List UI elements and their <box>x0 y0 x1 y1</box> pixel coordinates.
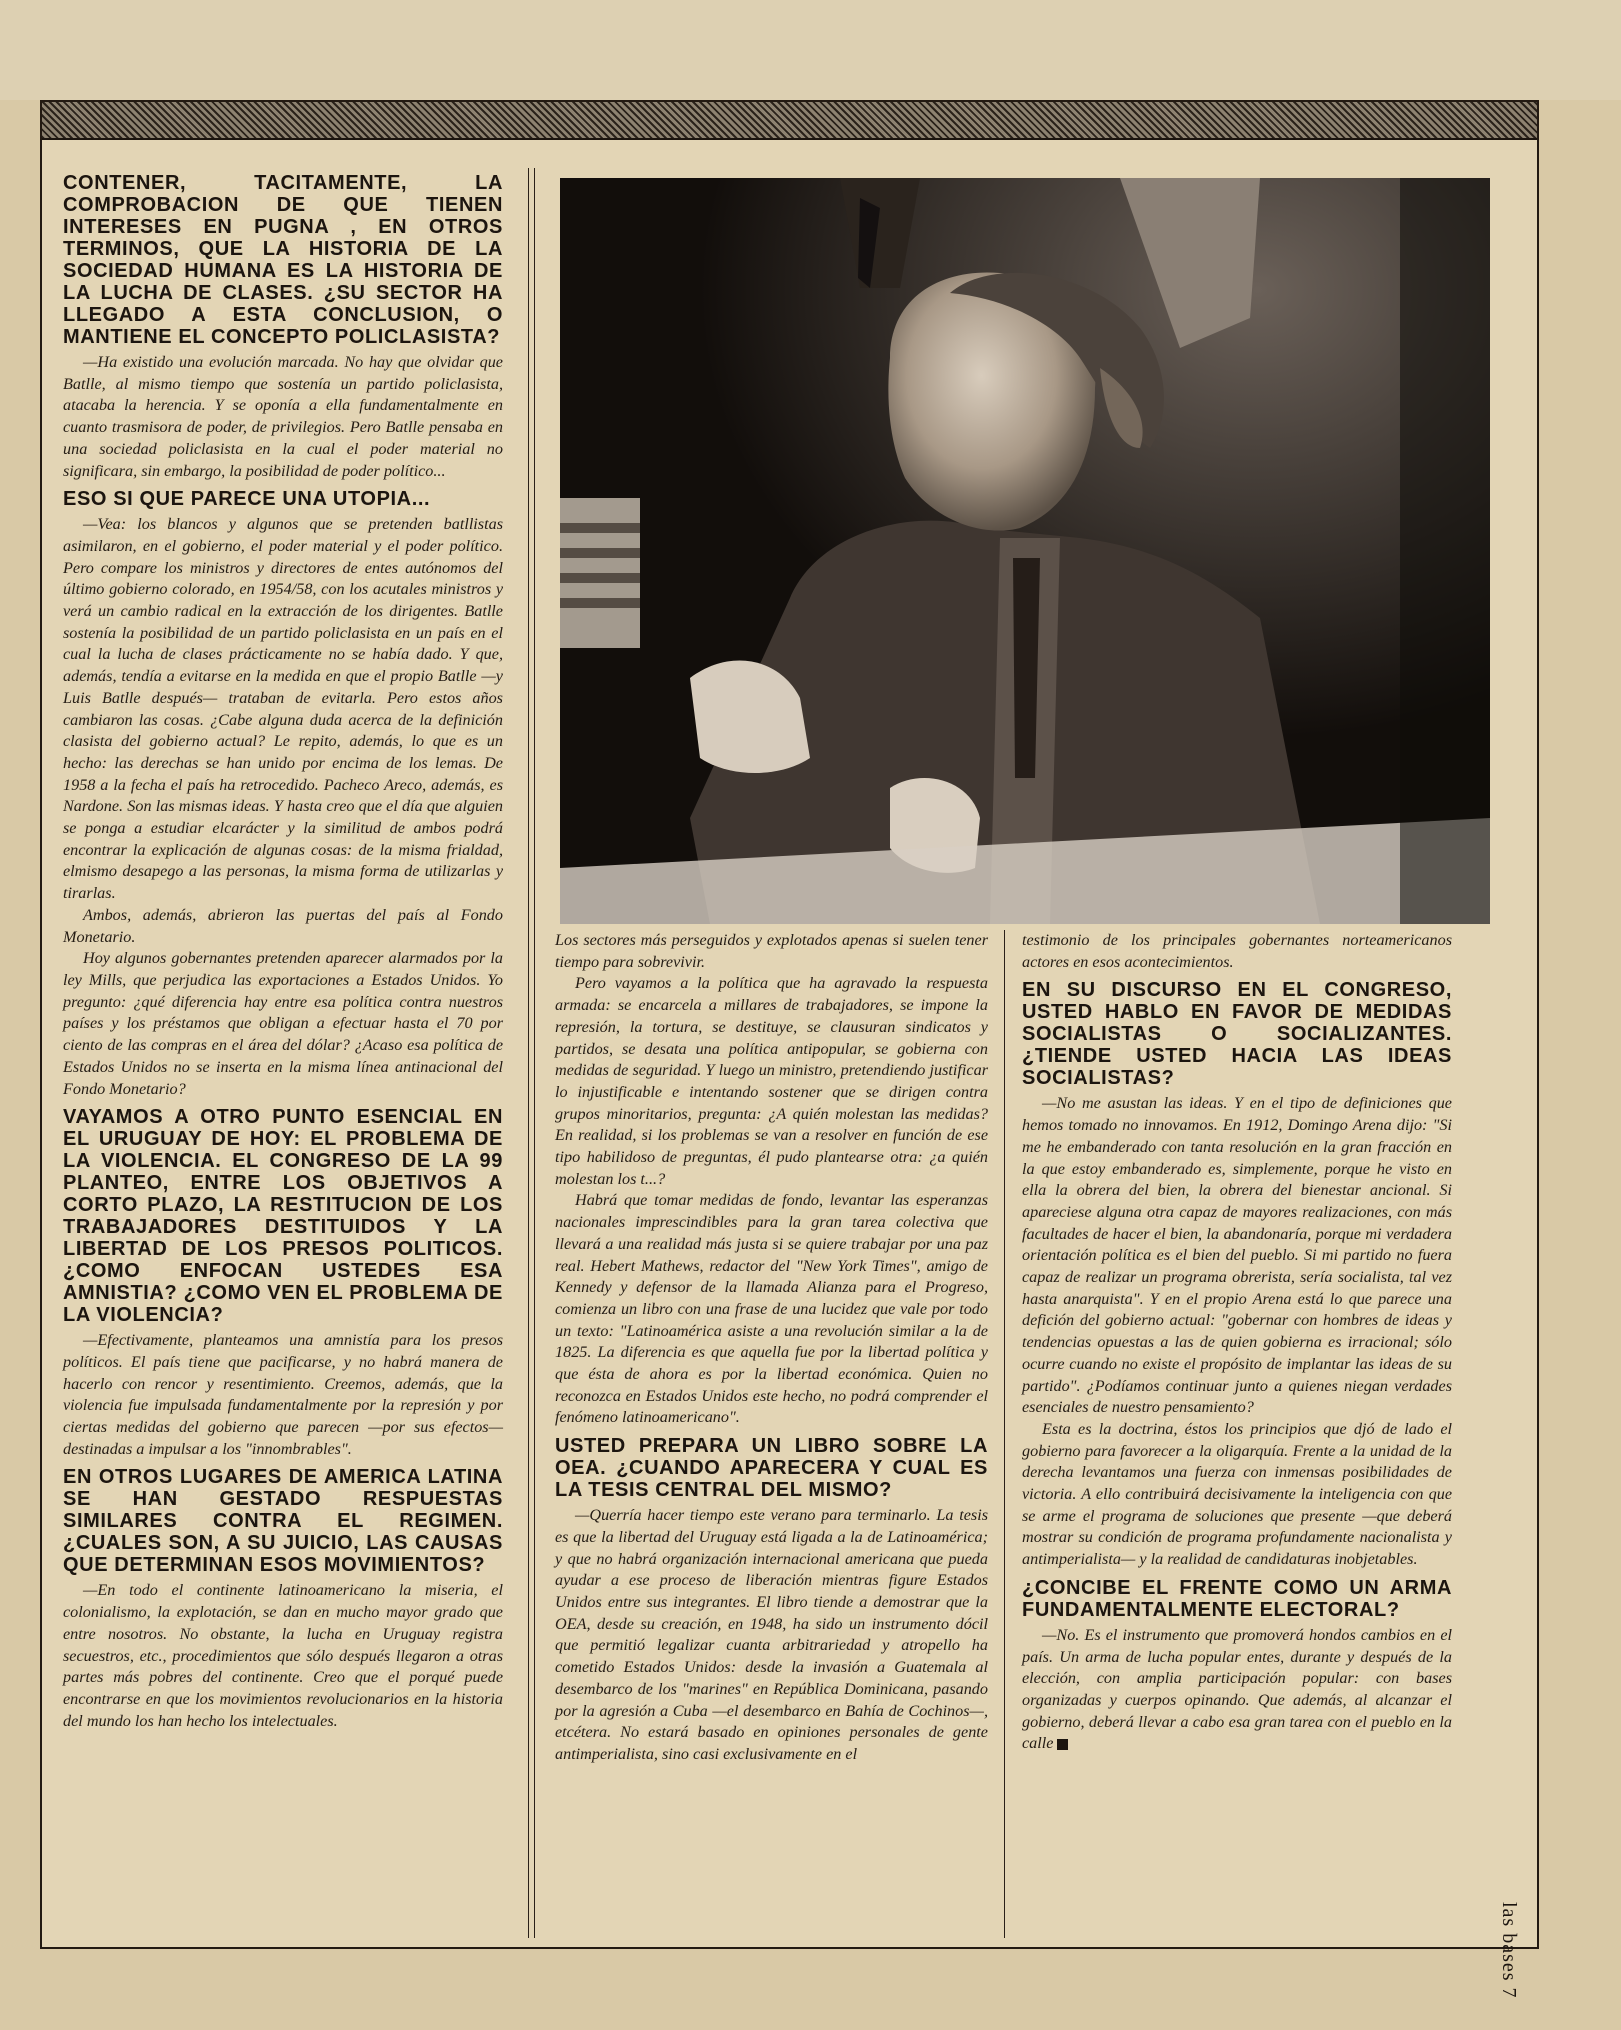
answer-paragraph: Ambos, además, abrieron las puertas del país al Fondo Monetario. <box>63 905 503 946</box>
answer-paragraph: Los sectores más perseguidos y explotados apenas si suelen tener tiempo para sobrevivir. <box>555 931 988 971</box>
question-heading: USTED PREPARA UN LIBRO SOBRE LA OEA. ¿CUANDO APARECERA Y CUAL ES LA TESIS CENTRAL DEL MISMO? <box>555 1435 988 1502</box>
column-middle <box>555 930 988 1766</box>
question-heading: EN SU DISCURSO EN EL CONGRESO, USTED HABLO EN FAVOR DE MEDIDAS SOCIALISTAS O SOCIALIZANTES. ¿TIENDE USTED HACIA LAS IDEAS SOCIALISTAS? <box>1022 979 1452 1090</box>
answer-paragraph: Pero vayamos a la política que ha agravado la respuesta armada: se encarcela a millares de trabajadores, se impone la represión, la tortura, se destituye, se clausuran sindicatos y partidos, se desata una política antipopular, se gobierna con medidas de seguridad. Y luego un ministro, pretendiendo justificar lo injustificable e intentando sostener que se dirigen contra grupos minoritarios, pregunta: ¿A quién molestan las medidas? En realidad, si los problemas se van a resolver en función de ese tipo habilidoso de preguntas, él pudo plantearse otra: ¿a quién molestan los t...? <box>555 974 988 1188</box>
question-heading: ESO SI QUE PARECE UNA UTOPIA... <box>63 488 431 511</box>
page-top-margin <box>0 0 1621 100</box>
answer-paragraph <box>1022 1625 1452 1755</box>
answer-paragraph: —Efectivamente, planteamos una amnistía para los presos políticos. El país tiene que pacificarse, y no habrá manera de hacerlo con rencor y resentimiento. Creemos, además, que la violencia fue impulsada fundamentalmente por la represión y por ciertas medidas del gobierno que parecen —por sus efectos— destinadas a impulsar a los "innombrables". <box>63 1331 503 1458</box>
header-stripe <box>42 102 1537 140</box>
answer-paragraph: Esta es la doctrina, éstos los principios que djó de lado el gobierno para favorecer a la oligarquía. Frente a la unidad de la derecha levantamos una fuerza con inmensas posibilidades de victoria. A ello contribuirá decisivamente la inteligencia con que se arme el programa de soluciones que presente —que deberá mostrar su condición de programa profundamente nacionalista y antimperialista— y la realidad de candidaturas inobjetables. <box>1022 1419 1452 1569</box>
column-left <box>63 172 503 1732</box>
answer-paragraph: —Querría hacer tiempo este verano para terminarlo. La tesis es que la libertad del Uruguay está ligada a la de Latinoamérica; y que no habrá organización internacional americana que pueda ayudar a ese proceso de liberación mientras figure Estados Unidos entre sus integrantes. El libro tiende a demostrar que la OEA, desde su creación, en 1948, ha sido un instrumento dócil que permitió legalizar cuanta arbitrariedad y atropello ha cometido Estados Unidos: desde la invasión a Guatemala al desembarco de los "marines" en República Dominicana, pasando por la agresión a Cuba —el desembarco en Bahía de Cochinos—, etcétera. No estará basado en opiniones personales de gente antimperialista, sino casi exclusivamente en el <box>555 1506 988 1763</box>
answer-paragraph: —Ha existido una evolución marcada. No hay que olvidar que Batlle, al mismo tiempo que sostenía un partido policlasista, atacaba la herencia. Y se oponía a ella fundamentalmente en cuanto trasmisora de poder, de privilegios. Pero Batlle pensaba en una sociedad policlasista en la cual el poder material no significara, sin embargo, la posibilidad de poder político... <box>63 353 503 480</box>
column-rule <box>1004 930 1005 1938</box>
closing-text: —No. Es el instrumento que promoverá hondos cambios en el país. Un arma de lucha popular entes, durante y después de la elección, con amplia participación popular: con bases organizadas y cuerpos opinando. Que además, al alcanzar el gobierno, deberá llevar a cabo esa gran tarea con el pueblo en la calle <box>1022 1625 1452 1753</box>
article-frame <box>40 100 1539 1999</box>
page-folio: las bases 7 <box>1498 1902 1520 1999</box>
answer-paragraph: testimonio de los principales gobernantes norteamericanos actores en esos acontecimientos. <box>1022 931 1452 971</box>
column-rule <box>534 168 535 1938</box>
answer-paragraph: —En todo el continente latinoamericano la miseria, el colonialismo, la explotación, se dan en mucho mayor grado que entre nosotros. No obstante, la lucha en Uruguay registra secuestros, etc., procedimientos que sólo después llegaron a otras partes más pobres del continente. Creo que el porqué puede encontrarse en que los movimientos revolucionarios en la historia del mundo los han hecho los intelectuales. <box>63 1581 503 1730</box>
column-right <box>1022 930 1452 1755</box>
question-heading: ¿CONCIBE EL FRENTE COMO UN ARMA FUNDAMENTALMENTE ELECTORAL? <box>1022 1576 1452 1621</box>
answer-paragraph: —No me asustan las ideas. Y en el tipo de definiciones que hemos tomado no innovamos. En 1912, Domingo Arena dijo: "Si me he embanderado con tanta resolución en la gran fracción en la que estoy embanderado es, simplemente, porque he visto en ella la obrera del bien, la obrera del bienestar ancional. Si apareciese alguna otra capaz de mayores realizaciones, con más facultades de hacer el bien, la abandonaría, porque mi verdadera orientación política es el bien del pueblo. Si mi partido no fuera capaz de realizar un programa obrerista, sería socialista, tal vez hasta anarquista". Y en el propio Arena está lo que parece una defición del gobierno actual: "gobernar con hombres de ideas y tendencias opuestas a las de quien gobierna es irracional; sólo ocurre cuando no existe el propósito de implantar las ideas de su partido". ¿Podíamos continuar junto a quienes niegan verdades esenciales de nuestro pensamiento? <box>1022 1094 1452 1417</box>
question-heading: EN OTROS LUGARES DE AMERICA LATINA SE HAN GESTADO RESPUESTAS SIMILARES CONTRA EL REGIMEN. ¿CUALES SON, A SU JUICIO, LAS CAUSAS QUE DETERMINAN ESOS MOVIMIENTOS? <box>63 1466 503 1577</box>
question-heading: VAYAMOS A OTRO PUNTO ESENCIAL EN EL URUGUAY DE HOY: EL PROBLEMA DE LA VIOLENCIA. EL CONGRESO DE LA 99 PLANTEO, ENTRE LOS OBJETIVOS A CORTO PLAZO, LA RESTITUCION DE LOS TRABAJADORES DESTITUIDOS Y LA LIBERTAD DE LOS PRESOS POLITICOS. ¿COMO ENFOCAN USTEDES ESA AMNISTIA? ¿COMO VEN EL PROBLEMA DE LA VIOLENCIA? <box>63 1106 503 1327</box>
end-of-article-mark <box>1057 1739 1068 1750</box>
column-rule <box>528 168 529 1938</box>
answer-paragraph: Hoy algunos gobernantes pretenden aparecer alarmados por la ley Mills, que perjudica las exportaciones a Estados Unidos. Yo pregunto: ¿qué diferencia hay entre esa política contra nuestros países y los préstamos que obligan a efectuar hasta el 70 por ciento de las compras en el área del dólar? ¿Acaso esa política de Estados Unidos no se inserta en la misma línea antinacional del Fondo Monetario? <box>63 949 503 1098</box>
answer-paragraph: —Vea: los blancos y algunos que se pretenden batllistas asimilaron, en el gobierno, el poder material y el poder político. Pero compare los ministros y directores de entes autónomos del último gobierno colorado, en 1954/58, con los acutales ministros y verá un cambio radical en la extracción de los dirigentes. Batlle sostenía la posibilidad de un partido policlasista en un país en el cual la lucha de clases prácticamente no se había dado. Y que, además, tendía a evitarse en la medida en que el propio Batlle —y Luis Batlle después— trataban de evitarla. Pero estos años cambiaron las cosas. ¿Cabe alguna duda acerca de la definición clasista del gobierno actual? Le repito, además, lo que es un hecho: las derechas se han unido por encima de los lemas. De 1958 a la fecha el país ha retrocedido. Pacheco Areco, además, es Nardone. Son las mismas ideas. Y hasta creo que el día que alguien se ponga a estudiar elcarácter y la similitud de ambos podrá encontrar la explicación de algunas cosas: de la misma frialdad, elmismo desapego a las personas, la misma forma de utilizarlas y tirarlas. <box>63 515 503 903</box>
answer-paragraph: Habrá que tomar medidas de fondo, levantar las esperanzas nacionales imprescindibles para la gran tarea colectiva que llevará a una realidad más justa si se quiere trabajar por una paz real. Hebert Mathews, redactor del "New York Times", amigo de Kennedy y defensor de la llamada Alianza para el Progreso, comienza un libro con una frase de una lucidez que vale por todo un texto: "Latinoamérica asiste a una revolución similar a la de 1825. La diferencia es que aquella fue por la libertad política y que ésta de ahora es por la libertad económica. Quien no reconozca en Estados Unidos este hecho, no podrá comprender el fenómeno latinoamericano". <box>555 1191 988 1427</box>
question-heading: CONTENER, TACITAMENTE, LA COMPROBACION DE QUE TIENEN INTERESES EN PUGNA , EN OTROS TERMINOS, QUE LA HISTORIA DE LA SOCIEDAD HUMANA ES LA HISTORIA DE LA LUCHA DE CLASES. ¿SU SECTOR HA LLEGADO A ESTA CONCLUSION, O MANTIENE EL CONCEPTO POLICLASISTA? <box>63 172 503 348</box>
portrait-photo <box>560 178 1490 924</box>
